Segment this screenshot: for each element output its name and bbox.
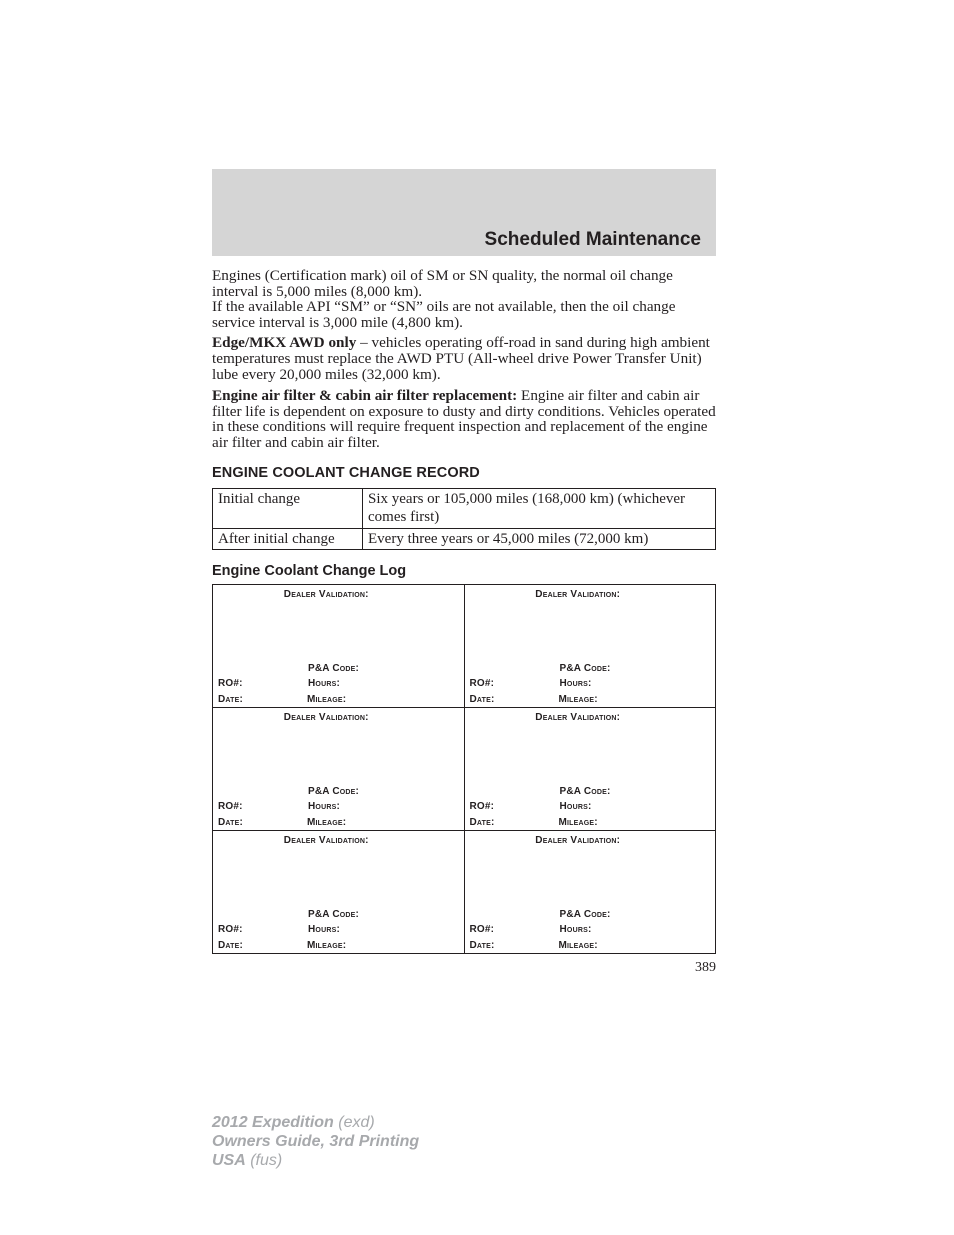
hours-label: Hours:: [308, 678, 340, 690]
mileage-label: Mileage:: [307, 817, 347, 829]
coolant-record-table: [212, 488, 716, 551]
mileage-label: Mileage:: [558, 817, 598, 829]
air-filter-text: Engine air filter and cabin air filter life is dependent on exposure to dusty and dirty conditions. Vehicles operated in these conditions will require frequent inspection and replacement of the engine air filter and cabin air filter.: [212, 387, 716, 451]
document-footer: [212, 1113, 419, 1170]
footer-market-code: (fus): [245, 1152, 283, 1169]
pa-code-label: P&A Code:: [559, 909, 611, 921]
pa-code-label: P&A Code:: [308, 909, 360, 921]
footer-line-market: [212, 1151, 419, 1170]
coolant-log-grid: [212, 584, 716, 954]
mileage-label: Mileage:: [558, 694, 598, 706]
hours-label: Hours:: [308, 801, 340, 813]
awd-text: – vehicles operating off-road in sand during high ambient temperatures must replace the AWD PTU (All-wheel drive Power Transfer Unit) lube every 20,000 miles (32,000 km).: [212, 334, 710, 383]
pa-code-label: P&A Code:: [559, 786, 611, 798]
record-value: Every three years or 45,000 miles (72,000 km): [363, 528, 716, 550]
pa-code-label: P&A Code:: [559, 663, 611, 675]
record-label: Initial change: [213, 488, 363, 528]
section-header: [212, 169, 716, 256]
awd-paragraph: [212, 335, 716, 382]
ro-label: RO#:: [469, 678, 495, 690]
log-entry: [464, 831, 716, 953]
pa-code-label: P&A Code:: [308, 663, 360, 675]
ro-label: RO#:: [469, 924, 495, 936]
mileage-label: Mileage:: [558, 940, 598, 952]
hours-label: Hours:: [559, 801, 592, 813]
date-label: Date:: [218, 694, 244, 706]
coolant-log-heading: Engine Coolant Change Log: [212, 563, 407, 580]
log-entry: [213, 585, 464, 707]
hours-label: Hours:: [559, 924, 592, 936]
ro-label: RO#:: [218, 924, 243, 936]
awd-label: Edge/MKX AWD only: [212, 334, 357, 352]
record-label: After initial change: [213, 528, 363, 550]
date-label: Date:: [218, 817, 244, 829]
log-entry: [213, 831, 464, 953]
footer-model-code: (exd): [333, 1114, 375, 1131]
page-number: 389: [695, 960, 716, 975]
dealer-validation-label: Dealer Validation:: [535, 589, 621, 601]
page-content: [212, 268, 716, 954]
oil-interval-paragraph: [212, 268, 716, 330]
ro-label: RO#:: [218, 678, 243, 690]
date-label: Date:: [469, 817, 495, 829]
dealer-validation-label: Dealer Validation:: [535, 835, 621, 847]
oil-interval-text: Engines (Certification mark) oil of SM or SN quality, the normal oil change interval is 5,000 miles (8,000 km).: [212, 267, 673, 300]
log-entry: [213, 708, 464, 830]
oil-fallback-text: If the available API “SM” or “SN” oils are not available, then the oil change service interval is 3,000 mile (4,800 km).: [212, 298, 676, 331]
log-entry: [464, 585, 716, 707]
log-row: [213, 707, 715, 830]
date-label: Date:: [469, 694, 495, 706]
section-title: Scheduled Maintenance: [484, 229, 701, 250]
date-label: Date:: [218, 940, 244, 952]
dealer-validation-label: Dealer Validation:: [535, 712, 621, 724]
date-label: Date:: [469, 940, 495, 952]
ro-label: RO#:: [469, 801, 495, 813]
footer-line-guide: Owners Guide, 3rd Printing: [212, 1133, 420, 1150]
footer-model: 2012 Expedition: [212, 1114, 334, 1131]
hours-label: Hours:: [308, 924, 340, 936]
record-value: Six years or 105,000 miles (168,000 km) (whichever comes first): [363, 488, 716, 528]
dealer-validation-label: Dealer Validation:: [283, 589, 369, 601]
mileage-label: Mileage:: [307, 940, 347, 952]
footer-market: USA: [212, 1152, 246, 1169]
air-filter-label: Engine air filter & cabin air filter replacement:: [212, 387, 518, 405]
hours-label: Hours:: [559, 678, 592, 690]
mileage-label: Mileage:: [307, 694, 347, 706]
table-row: [213, 528, 716, 550]
ro-label: RO#:: [218, 801, 243, 813]
footer-line-model: [212, 1113, 419, 1132]
log-row: [213, 585, 715, 707]
coolant-record-heading: ENGINE COOLANT CHANGE RECORD: [212, 464, 480, 481]
dealer-validation-label: Dealer Validation:: [283, 712, 369, 724]
table-row: [213, 488, 716, 528]
pa-code-label: P&A Code:: [308, 786, 360, 798]
log-entry: [464, 708, 716, 830]
air-filter-paragraph: [212, 388, 716, 450]
dealer-validation-label: Dealer Validation:: [283, 835, 369, 847]
log-row: [213, 830, 715, 953]
